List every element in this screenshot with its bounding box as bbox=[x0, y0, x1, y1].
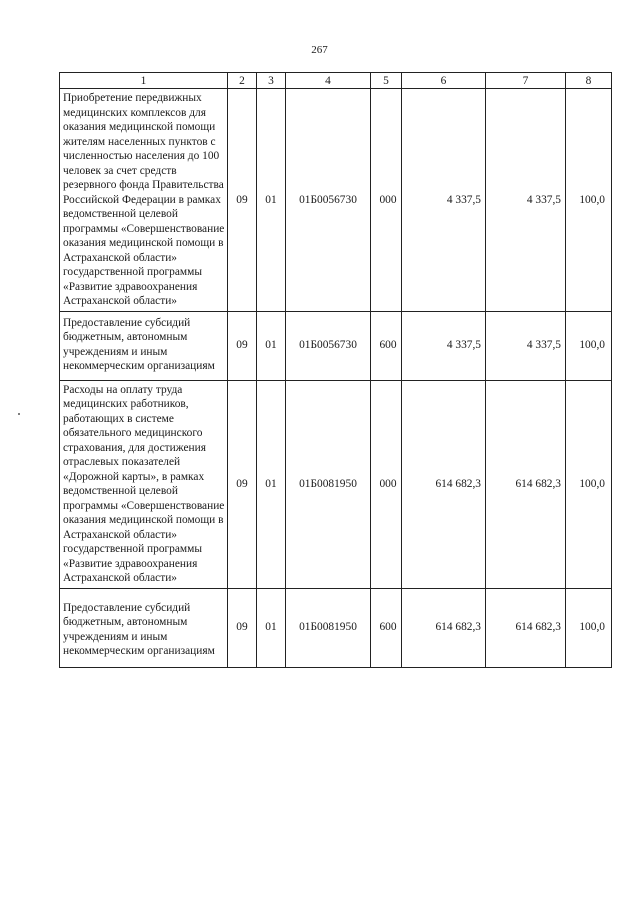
table-row bbox=[60, 380, 612, 588]
table-row bbox=[60, 588, 612, 667]
budget-table bbox=[59, 72, 612, 668]
expense-type-cell: 000 bbox=[371, 380, 402, 588]
expense-name-cell: Предоставление субсидий бюджетным, автономным учреждениям и иным некоммерческим организациям bbox=[60, 588, 228, 667]
scan-speck bbox=[18, 413, 20, 415]
target-article-cell: 01Б0081950 bbox=[286, 588, 371, 667]
section-code-cell: 09 bbox=[228, 380, 257, 588]
percent-cell: 100,0 bbox=[566, 89, 612, 312]
column-header: 1 bbox=[60, 73, 228, 89]
subsection-code-cell: 01 bbox=[257, 311, 286, 380]
table-row bbox=[60, 311, 612, 380]
column-header: 7 bbox=[486, 73, 566, 89]
column-header: 6 bbox=[402, 73, 486, 89]
table-header-row bbox=[60, 73, 612, 89]
target-article-cell: 01Б0081950 bbox=[286, 380, 371, 588]
section-code-cell: 09 bbox=[228, 89, 257, 312]
subsection-code-cell: 01 bbox=[257, 89, 286, 312]
expense-type-cell: 600 bbox=[371, 311, 402, 380]
expense-name-cell: Расходы на оплату труда медицинских работников, работающих в системе обязательного медицинского страхования, для достижения отраслевых показателей «Дорожной карты», в рамках ведомственной целевой программы «Совершенствование оказания медицинской помощи в Астраханской области» государственной программы «Развитие здравоохранения Астраханской области» bbox=[60, 380, 228, 588]
subsection-code-cell: 01 bbox=[257, 380, 286, 588]
page-number: 267 bbox=[311, 44, 328, 56]
column-header: 3 bbox=[257, 73, 286, 89]
target-article-cell: 01Б0056730 bbox=[286, 89, 371, 312]
column-header: 4 bbox=[286, 73, 371, 89]
fact-amount-cell: 4 337,5 bbox=[486, 311, 566, 380]
expense-name-cell: Приобретение передвижных медицинских комплексов для оказания медицинской помощи жителям населенных пунктов с численностью населения до 100 человек за счет средств резервного фонда Правительства Российской Федерации в рамках ведомственной целевой программы «Совершенствование оказания медицинской помощи в Астраханской области» государственной программы «Развитие здравоохранения Астраханской области» bbox=[60, 89, 228, 312]
column-header: 5 bbox=[371, 73, 402, 89]
target-article-cell: 01Б0056730 bbox=[286, 311, 371, 380]
fact-amount-cell: 4 337,5 bbox=[486, 89, 566, 312]
section-code-cell: 09 bbox=[228, 588, 257, 667]
plan-amount-cell: 614 682,3 bbox=[402, 380, 486, 588]
subsection-code-cell: 01 bbox=[257, 588, 286, 667]
percent-cell: 100,0 bbox=[566, 311, 612, 380]
percent-cell: 100,0 bbox=[566, 380, 612, 588]
plan-amount-cell: 4 337,5 bbox=[402, 89, 486, 312]
fact-amount-cell: 614 682,3 bbox=[486, 588, 566, 667]
column-header: 2 bbox=[228, 73, 257, 89]
plan-amount-cell: 614 682,3 bbox=[402, 588, 486, 667]
plan-amount-cell: 4 337,5 bbox=[402, 311, 486, 380]
percent-cell: 100,0 bbox=[566, 588, 612, 667]
expense-type-cell: 000 bbox=[371, 89, 402, 312]
fact-amount-cell: 614 682,3 bbox=[486, 380, 566, 588]
section-code-cell: 09 bbox=[228, 311, 257, 380]
column-header: 8 bbox=[566, 73, 612, 89]
expense-type-cell: 600 bbox=[371, 588, 402, 667]
table-row bbox=[60, 89, 612, 312]
expense-name-cell: Предоставление субсидий бюджетным, автономным учреждениям и иным некоммерческим организациям bbox=[60, 311, 228, 380]
